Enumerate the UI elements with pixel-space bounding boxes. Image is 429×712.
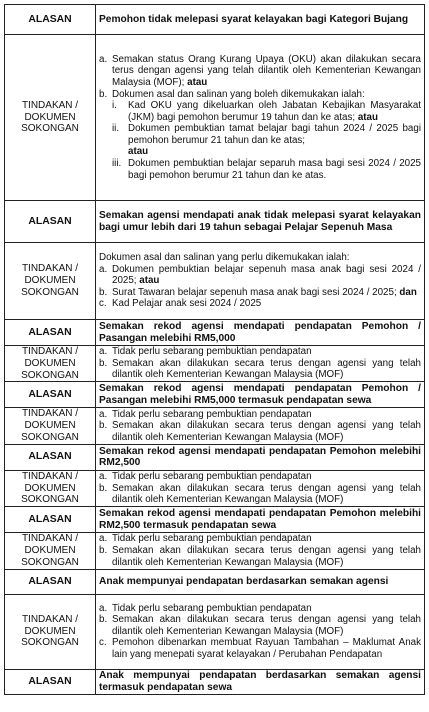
item-text: Tidak perlu sebarang pembuktian pendapatan <box>112 408 312 420</box>
list-item: a. Dokumen pembuktian belajar sepenuh masa anak bagi sesi 2024 / 2025; atau <box>99 263 421 287</box>
list-item: b. Semakan akan dilakukan secara terus dengan agensi yang telah dilantik oleh Kementerian Kewangan Malaysia (MOF) <box>99 614 421 637</box>
item-text: Semakan akan dilakukan secara terus dengan agensi yang telah dilantik oleh Kementerian Kewangan Malaysia (MOF) <box>112 614 421 637</box>
tindakan-label <box>5 35 96 201</box>
item-text: Tidak perlu sebarang pembuktian pendapatan <box>112 346 312 358</box>
alasan-text: Anak mempunyai pendapatan berdasarkan semakan agensi <box>96 569 425 594</box>
alasan-label: ALASAN <box>5 320 96 346</box>
tindakan-text <box>96 408 425 444</box>
list-item: c. Kad Pelajar anak sesi 2024 / 2025 <box>99 298 421 310</box>
tindakan-text <box>96 346 425 382</box>
tindakan-row <box>5 35 425 201</box>
item-text: Dokumen pembuktian belajar sepenuh masa anak bagi sesi 2024 / 2025; <box>112 263 421 287</box>
tindakan-row <box>5 533 425 569</box>
tindakan-row <box>5 470 425 506</box>
alasan-row <box>5 201 425 243</box>
alasan-row <box>5 5 425 35</box>
item-text: Semakan akan dilakukan secara terus dengan agensi yang telah dilantik oleh Kementerian Kewangan Malaysia (MOF) <box>112 420 421 443</box>
tindakan-label <box>5 346 96 382</box>
list-item: b. Dokumen asal dan salinan yang boleh dikemukakan ialah: <box>99 89 421 101</box>
item-text: Semakan akan dilakukan secara terus dengan agensi yang telah dilantik oleh Kementerian Kewangan Malaysia (MOF) <box>112 482 421 506</box>
tindakan-label <box>5 243 96 320</box>
list-item: a. Tidak perlu sebarang pembuktian pendapatan <box>99 603 421 615</box>
tindakan-row <box>5 594 425 669</box>
tindakan-text <box>96 470 425 506</box>
item-text: Pemohon dibenarkan membuat Rayuan Tambahan – Maklumat Anak lain yang menepati syarat kelayakan / Perubahan Pendapatan <box>112 637 421 660</box>
tindakan-text <box>96 35 425 201</box>
alasan-row <box>5 382 425 408</box>
tindakan-label <box>5 533 96 569</box>
item-conjunction: dan <box>399 286 417 298</box>
tindakan-label-text: TINDAKAN / DOKUMEN SOKONGAN <box>21 533 79 568</box>
tindakan-text <box>96 243 425 320</box>
item-text: Kad Pelajar anak sesi 2024 / 2025 <box>112 298 262 310</box>
list-item: b. Semakan akan dilakukan secara terus dengan agensi yang telah dilantik oleh Kementerian Kewangan Malaysia (MOF) <box>99 357 421 381</box>
item-text: Kad OKU yang dikeluarkan oleh Jabatan Kebajikan Masyarakat (JKM) bagi pemohon berumur 19 tahun dan ke atas; <box>128 100 421 123</box>
list-item: a. Tidak perlu sebarang pembuktian pendapatan <box>99 533 421 545</box>
alasan-text: Semakan rekod agensi mendapati pendapatan Pemohon / Pasangan melebihi RM5,000 termasuk pendapatan sewa <box>96 382 425 408</box>
tindakan-label-text: TINDAKAN / DOKUMEN SOKONGAN <box>21 408 79 443</box>
list-item: b. Semakan akan dilakukan secara terus dengan agensi yang telah dilantik oleh Kementerian Kewangan Malaysia (MOF) <box>99 482 421 506</box>
tindakan-label <box>5 470 96 506</box>
item-text: Tidak perlu sebarang pembuktian pendapatan <box>112 471 312 483</box>
list-item: b. Semakan akan dilakukan secara terus dengan agensi yang telah dilantik oleh Kementerian Kewangan Malaysia (MOF) <box>99 420 421 443</box>
item-text: Semakan akan dilakukan secara terus dengan agensi yang telah dilantik oleh Kementerian Kewangan Malaysia (MOF) <box>112 357 421 381</box>
alasan-row <box>5 569 425 594</box>
tindakan-text <box>96 533 425 569</box>
tindakan-label <box>5 408 96 444</box>
item-conjunction: atau <box>139 275 160 287</box>
item-text: Semakan status Orang Kurang Upaya (OKU) akan dilakukan secara terus dengan agensi yang telah dilantik oleh Kementerian Kewangan Malaysia (MOF); <box>112 53 421 88</box>
alasan-text: Semakan rekod agensi mendapati pendapatan Pemohon melebihi RM2,500 <box>96 444 425 470</box>
tindakan-label-text: TINDAKAN / DOKUMEN SOKONGAN <box>21 263 79 298</box>
list-item: c. Pemohon dibenarkan membuat Rayuan Tambahan – Maklumat Anak lain yang menepati syarat kelayakan / Perubahan Pendapatan <box>99 637 421 660</box>
item-text: Semakan akan dilakukan secara terus dengan agensi yang telah dilantik oleh Kementerian Kewangan Malaysia (MOF) <box>112 545 421 568</box>
item-conjunction: atau <box>357 111 378 123</box>
item-conjunction: atau <box>187 76 208 88</box>
tindakan-label-text: TINDAKAN / DOKUMEN SOKONGAN <box>21 470 79 506</box>
sub-list-item: iii. Dokumen pembuktian belajar separuh masa bagi sesi 2024 / 2025 bagi pemohon berumur 21 tahun dan ke atas. <box>112 158 421 181</box>
alasan-text: Anak mempunyai pendapatan berdasarkan semakan agensi termasuk pendapatan sewa <box>96 669 425 694</box>
item-text: Tidak perlu sebarang pembuktian pendapatan <box>112 602 312 614</box>
tindakan-label-text: TINDAKAN / DOKUMEN SOKONGAN <box>21 613 79 649</box>
list-item: a. Tidak perlu sebarang pembuktian pendapatan <box>99 471 421 483</box>
alasan-label: ALASAN <box>5 569 96 594</box>
alasan-text: Semakan rekod agensi mendapati pendapatan Pemohon melebihi RM2,500 termasuk pendapatan sewa <box>96 507 425 533</box>
alasan-row <box>5 507 425 533</box>
alasan-label: ALASAN <box>5 507 96 533</box>
tindakan-label-text: TINDAKAN / DOKUMEN SOKONGAN <box>21 346 79 381</box>
item-text: Dokumen pembuktian belajar separuh masa bagi sesi 2024 / 2025 bagi pemohon berumur 21 tahun dan ke atas. <box>128 158 421 181</box>
item-conjunction: atau <box>128 146 149 158</box>
alasan-text: Semakan rekod agensi mendapati pendapatan Pemohon / Pasangan melebihi RM5,000 <box>96 320 425 346</box>
tindakan-label-text: TINDAKAN / DOKUMEN SOKONGAN <box>21 99 79 135</box>
item-text: Dokumen asal dan salinan yang boleh dikemukakan ialah: <box>112 88 365 100</box>
alasan-label: ALASAN <box>5 382 96 408</box>
sub-list-item: ii. Dokumen pembuktian tamat belajar bagi tahun 2024 / 2025 bagi pemohon berumur 21 tahun dan ke atas; atau <box>112 123 421 158</box>
rayuan-table <box>4 4 425 695</box>
alasan-text: Pemohon tidak melepasi syarat kelayakan bagi Kategori Bujang <box>96 5 425 35</box>
alasan-label: ALASAN <box>5 669 96 694</box>
tindakan-text <box>96 594 425 669</box>
list-item: a. Semakan status Orang Kurang Upaya (OKU) akan dilakukan secara terus dengan agensi yang telah dilantik oleh Kementerian Kewangan Malaysia (MOF); atau <box>99 53 421 88</box>
alasan-label: ALASAN <box>5 5 96 35</box>
item-text: Surat Tawaran belajar sepenuh masa anak bagi sesi 2024 / 2025; <box>112 286 397 298</box>
tindakan-label <box>5 594 96 669</box>
list-item: a. Tidak perlu sebarang pembuktian pendapatan <box>99 346 421 358</box>
list-item: b. Semakan akan dilakukan secara terus dengan agensi yang telah dilantik oleh Kementerian Kewangan Malaysia (MOF) <box>99 545 421 568</box>
alasan-text: Semakan agensi mendapati anak tidak melepasi syarat kelayakan bagi umur lebih dari 19 tahun sebagai Pelajar Sepenuh Masa <box>96 201 425 243</box>
list-item: a. Tidak perlu sebarang pembuktian pendapatan <box>99 409 421 421</box>
alasan-row <box>5 320 425 346</box>
intro-text: Dokumen asal dan salinan yang perlu dikemukakan ialah: <box>99 252 350 264</box>
alasan-label: ALASAN <box>5 444 96 470</box>
item-text: Dokumen pembuktian tamat belajar bagi tahun 2024 / 2025 bagi pemohon berumur 21 tahun dan ke atas; <box>128 123 421 146</box>
alasan-row <box>5 444 425 470</box>
alasan-row <box>5 669 425 694</box>
item-text: Tidak perlu sebarang pembuktian pendapatan <box>112 533 312 545</box>
alasan-label: ALASAN <box>5 201 96 243</box>
tindakan-row <box>5 408 425 444</box>
tindakan-row <box>5 243 425 320</box>
sub-list-item: i. Kad OKU yang dikeluarkan oleh Jabatan Kebajikan Masyarakat (JKM) bagi pemohon berumur 19 tahun dan ke atas; atau <box>112 100 421 123</box>
list-item: b. Surat Tawaran belajar sepenuh masa anak bagi sesi 2024 / 2025; dan <box>99 286 417 298</box>
tindakan-row <box>5 346 425 382</box>
